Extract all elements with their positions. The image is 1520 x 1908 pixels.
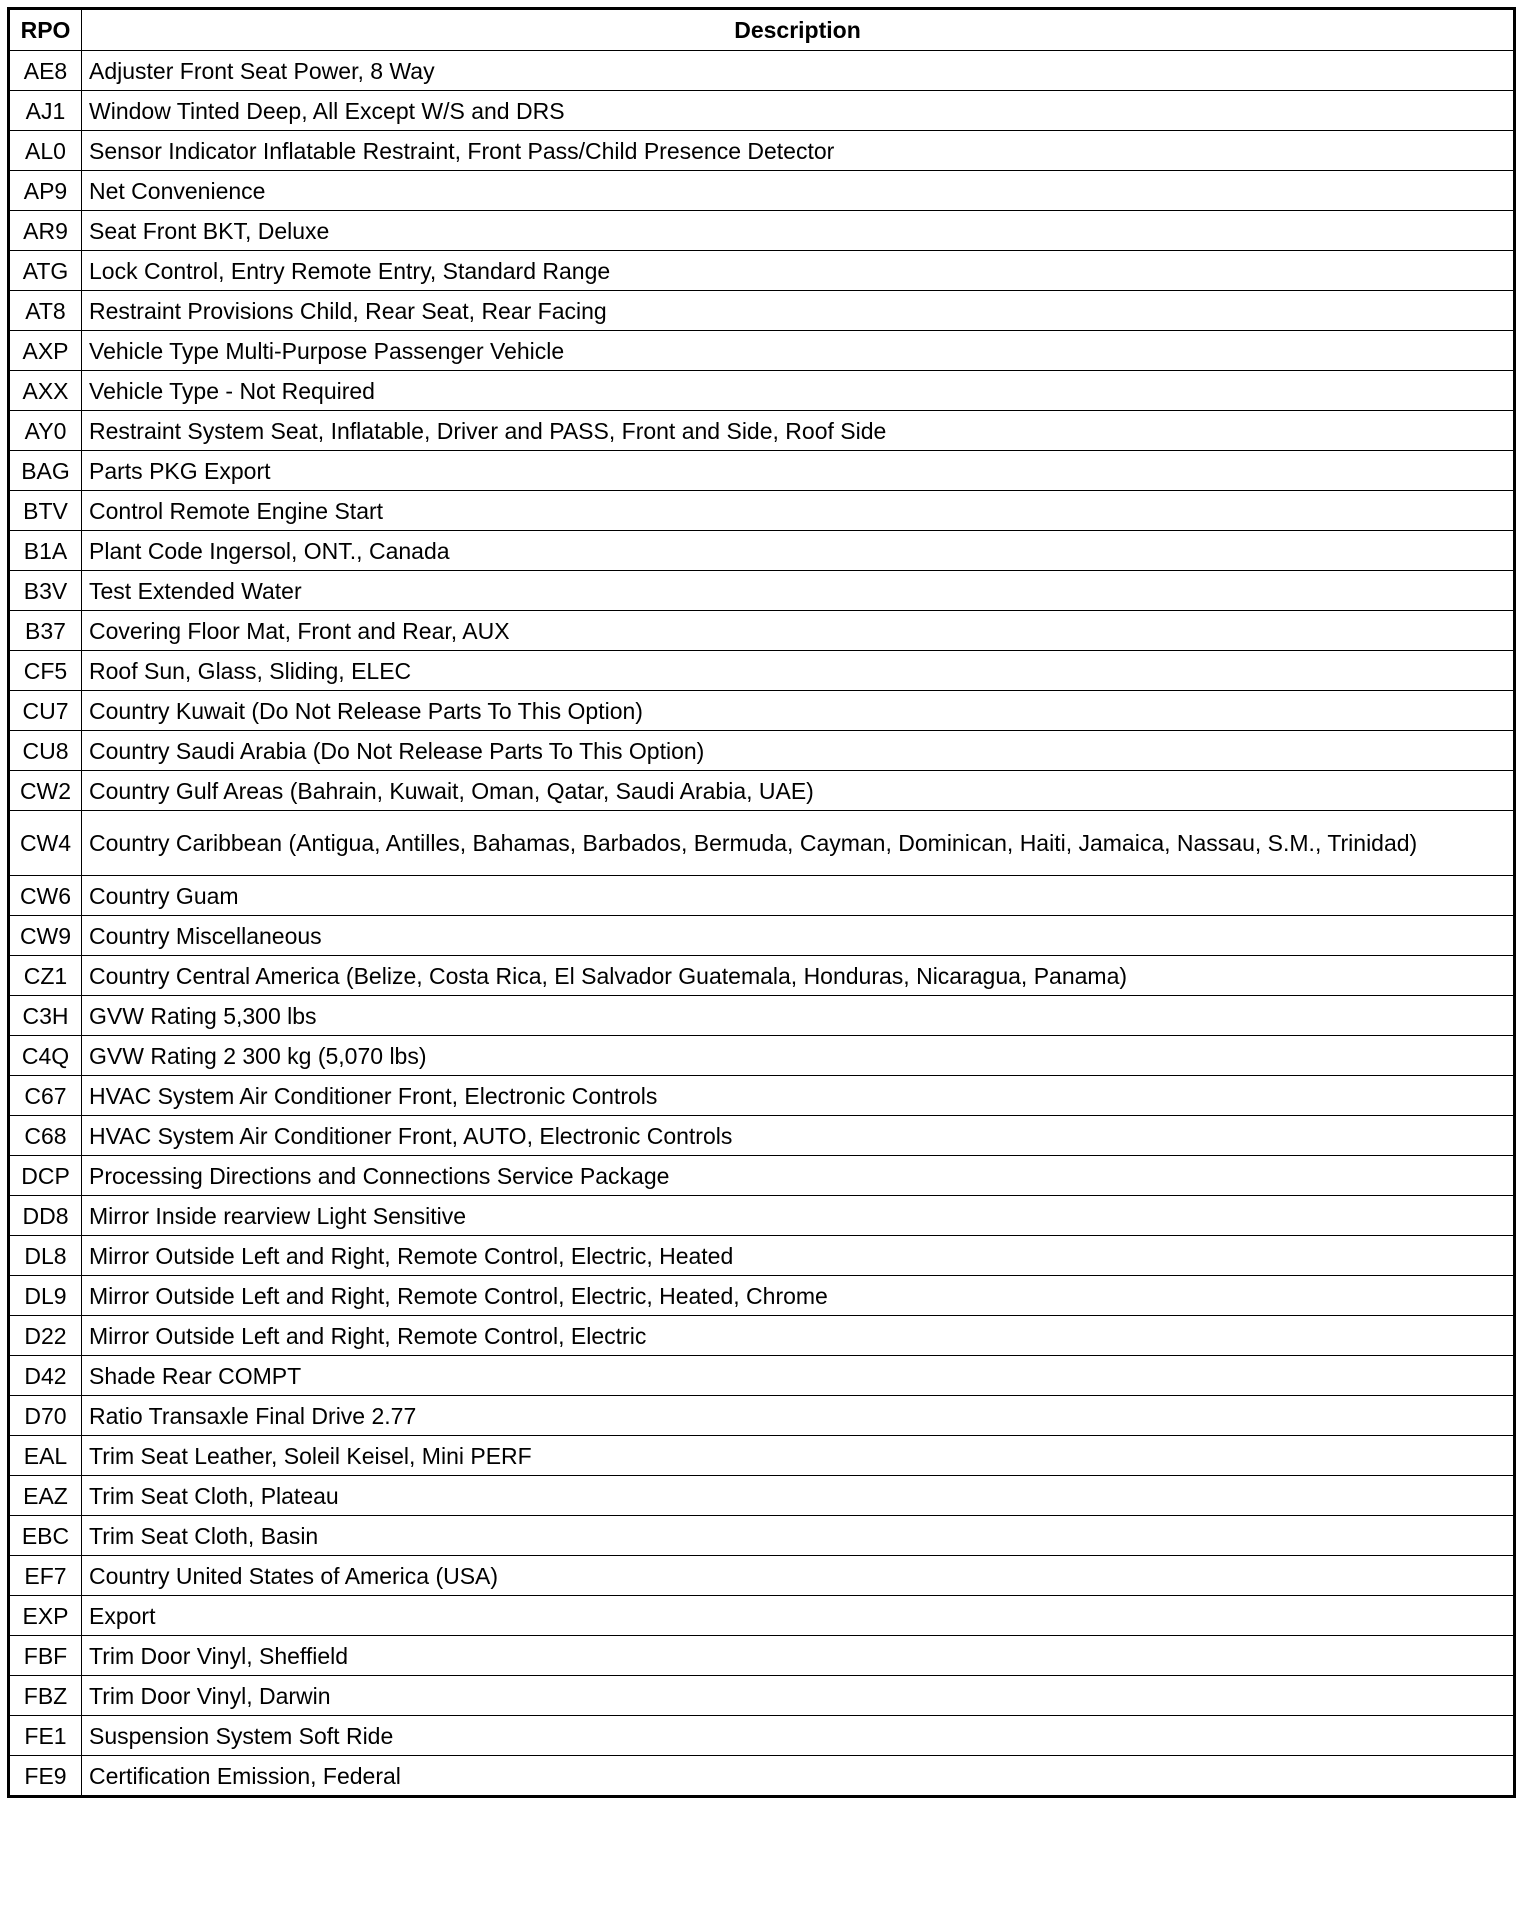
description-column-header: Description	[82, 9, 1515, 51]
table-row	[9, 1636, 1515, 1676]
table-row	[9, 1276, 1515, 1316]
table-row	[9, 651, 1515, 691]
rpo-code-cell: BAG	[9, 451, 82, 491]
description-cell: Trim Seat Leather, Soleil Keisel, Mini PERF	[82, 1436, 1515, 1476]
rpo-code-cell: B37	[9, 611, 82, 651]
rpo-code-cell: CU8	[9, 731, 82, 771]
description-cell: Export	[82, 1596, 1515, 1636]
description-cell: Net Convenience	[82, 171, 1515, 211]
rpo-code-cell: FBF	[9, 1636, 82, 1676]
description-cell: Certification Emission, Federal	[82, 1756, 1515, 1797]
table-row	[9, 571, 1515, 611]
description-cell: Covering Floor Mat, Front and Rear, AUX	[82, 611, 1515, 651]
description-cell: Trim Door Vinyl, Darwin	[82, 1676, 1515, 1716]
table-row	[9, 1396, 1515, 1436]
description-cell: Mirror Outside Left and Right, Remote Control, Electric, Heated, Chrome	[82, 1276, 1515, 1316]
rpo-code-cell: C4Q	[9, 1036, 82, 1076]
table-row	[9, 811, 1515, 876]
rpo-code-cell: D70	[9, 1396, 82, 1436]
table-row	[9, 411, 1515, 451]
rpo-code-cell: ATG	[9, 251, 82, 291]
description-cell: Shade Rear COMPT	[82, 1356, 1515, 1396]
description-cell: Mirror Outside Left and Right, Remote Control, Electric	[82, 1316, 1515, 1356]
rpo-code-cell: EAL	[9, 1436, 82, 1476]
table-row	[9, 1236, 1515, 1276]
table-row	[9, 691, 1515, 731]
rpo-table	[7, 7, 1516, 1798]
table-row	[9, 1196, 1515, 1236]
rpo-code-cell: EAZ	[9, 1476, 82, 1516]
rpo-code-cell: AXX	[9, 371, 82, 411]
description-cell: Country Miscellaneous	[82, 916, 1515, 956]
description-cell: Trim Door Vinyl, Sheffield	[82, 1636, 1515, 1676]
table-row	[9, 291, 1515, 331]
description-cell: GVW Rating 5,300 lbs	[82, 996, 1515, 1036]
table-row	[9, 1556, 1515, 1596]
table-row	[9, 876, 1515, 916]
table-row	[9, 1316, 1515, 1356]
table-row	[9, 731, 1515, 771]
table-row	[9, 956, 1515, 996]
description-cell: Control Remote Engine Start	[82, 491, 1515, 531]
description-cell: Plant Code Ingersol, ONT., Canada	[82, 531, 1515, 571]
rpo-code-cell: DD8	[9, 1196, 82, 1236]
description-cell: Restraint Provisions Child, Rear Seat, Rear Facing	[82, 291, 1515, 331]
rpo-code-cell: C67	[9, 1076, 82, 1116]
description-cell: Country Gulf Areas (Bahrain, Kuwait, Oman, Qatar, Saudi Arabia, UAE)	[82, 771, 1515, 811]
table-row	[9, 1076, 1515, 1116]
rpo-code-cell: D42	[9, 1356, 82, 1396]
description-cell: Trim Seat Cloth, Plateau	[82, 1476, 1515, 1516]
table-row	[9, 1516, 1515, 1556]
table-row	[9, 1676, 1515, 1716]
table-row	[9, 1756, 1515, 1797]
rpo-column-header: RPO	[9, 9, 82, 51]
rpo-code-cell: AP9	[9, 171, 82, 211]
description-cell: Mirror Outside Left and Right, Remote Control, Electric, Heated	[82, 1236, 1515, 1276]
rpo-code-cell: B1A	[9, 531, 82, 571]
table-row	[9, 1716, 1515, 1756]
table-row	[9, 171, 1515, 211]
rpo-code-cell: CW9	[9, 916, 82, 956]
table-row	[9, 916, 1515, 956]
rpo-code-cell: EXP	[9, 1596, 82, 1636]
table-row	[9, 1036, 1515, 1076]
description-cell: Ratio Transaxle Final Drive 2.77	[82, 1396, 1515, 1436]
description-cell: Country Caribbean (Antigua, Antilles, Bahamas, Barbados, Bermuda, Cayman, Dominican, Haiti, Jamaica, Nassau, S.M., Trinidad)	[82, 811, 1515, 876]
rpo-code-cell: CZ1	[9, 956, 82, 996]
rpo-code-cell: AL0	[9, 131, 82, 171]
rpo-code-cell: D22	[9, 1316, 82, 1356]
rpo-code-cell: AR9	[9, 211, 82, 251]
description-cell: Test Extended Water	[82, 571, 1515, 611]
rpo-code-cell: DCP	[9, 1156, 82, 1196]
rpo-code-cell: AJ1	[9, 91, 82, 131]
rpo-code-cell: C68	[9, 1116, 82, 1156]
description-cell: Sensor Indicator Inflatable Restraint, Front Pass/Child Presence Detector	[82, 131, 1515, 171]
table-row	[9, 1436, 1515, 1476]
description-cell: Country Saudi Arabia (Do Not Release Parts To This Option)	[82, 731, 1515, 771]
rpo-table-container	[7, 7, 1513, 1798]
description-cell: Vehicle Type - Not Required	[82, 371, 1515, 411]
description-cell: HVAC System Air Conditioner Front, Electronic Controls	[82, 1076, 1515, 1116]
description-cell: Country Central America (Belize, Costa Rica, El Salvador Guatemala, Honduras, Nicaragua, Panama)	[82, 956, 1515, 996]
description-cell: Lock Control, Entry Remote Entry, Standard Range	[82, 251, 1515, 291]
description-cell: Window Tinted Deep, All Except W/S and DRS	[82, 91, 1515, 131]
table-row	[9, 1116, 1515, 1156]
rpo-code-cell: FE9	[9, 1756, 82, 1797]
description-cell: Processing Directions and Connections Service Package	[82, 1156, 1515, 1196]
table-row	[9, 131, 1515, 171]
rpo-code-cell: EBC	[9, 1516, 82, 1556]
table-row	[9, 996, 1515, 1036]
table-row	[9, 251, 1515, 291]
rpo-code-cell: FE1	[9, 1716, 82, 1756]
rpo-code-cell: DL8	[9, 1236, 82, 1276]
description-cell: Country Kuwait (Do Not Release Parts To This Option)	[82, 691, 1515, 731]
description-cell: HVAC System Air Conditioner Front, AUTO, Electronic Controls	[82, 1116, 1515, 1156]
rpo-code-cell: AE8	[9, 51, 82, 91]
rpo-code-cell: C3H	[9, 996, 82, 1036]
table-header-row	[9, 9, 1515, 51]
rpo-code-cell: AT8	[9, 291, 82, 331]
table-row	[9, 1476, 1515, 1516]
table-row	[9, 1356, 1515, 1396]
description-cell: Vehicle Type Multi-Purpose Passenger Vehicle	[82, 331, 1515, 371]
table-row	[9, 611, 1515, 651]
description-cell: Adjuster Front Seat Power, 8 Way	[82, 51, 1515, 91]
rpo-code-cell: B3V	[9, 571, 82, 611]
description-cell: Seat Front BKT, Deluxe	[82, 211, 1515, 251]
rpo-code-cell: CF5	[9, 651, 82, 691]
table-row	[9, 451, 1515, 491]
description-cell: Trim Seat Cloth, Basin	[82, 1516, 1515, 1556]
rpo-code-cell: AY0	[9, 411, 82, 451]
table-row	[9, 531, 1515, 571]
rpo-code-cell: CW2	[9, 771, 82, 811]
table-row	[9, 371, 1515, 411]
description-cell: Mirror Inside rearview Light Sensitive	[82, 1196, 1515, 1236]
table-row	[9, 211, 1515, 251]
description-cell: Country Guam	[82, 876, 1515, 916]
rpo-code-cell: CU7	[9, 691, 82, 731]
table-row	[9, 771, 1515, 811]
table-row	[9, 51, 1515, 91]
rpo-code-cell: AXP	[9, 331, 82, 371]
table-row	[9, 1156, 1515, 1196]
description-cell: GVW Rating 2 300 kg (5,070 lbs)	[82, 1036, 1515, 1076]
rpo-code-cell: DL9	[9, 1276, 82, 1316]
rpo-code-cell: CW6	[9, 876, 82, 916]
rpo-code-cell: FBZ	[9, 1676, 82, 1716]
description-cell: Roof Sun, Glass, Sliding, ELEC	[82, 651, 1515, 691]
table-row	[9, 1596, 1515, 1636]
rpo-code-cell: CW4	[9, 811, 82, 876]
rpo-code-cell: EF7	[9, 1556, 82, 1596]
rpo-code-cell: BTV	[9, 491, 82, 531]
description-cell: Country United States of America (USA)	[82, 1556, 1515, 1596]
table-row	[9, 491, 1515, 531]
description-cell: Suspension System Soft Ride	[82, 1716, 1515, 1756]
description-cell: Parts PKG Export	[82, 451, 1515, 491]
description-cell: Restraint System Seat, Inflatable, Driver and PASS, Front and Side, Roof Side	[82, 411, 1515, 451]
table-row	[9, 331, 1515, 371]
table-row	[9, 91, 1515, 131]
